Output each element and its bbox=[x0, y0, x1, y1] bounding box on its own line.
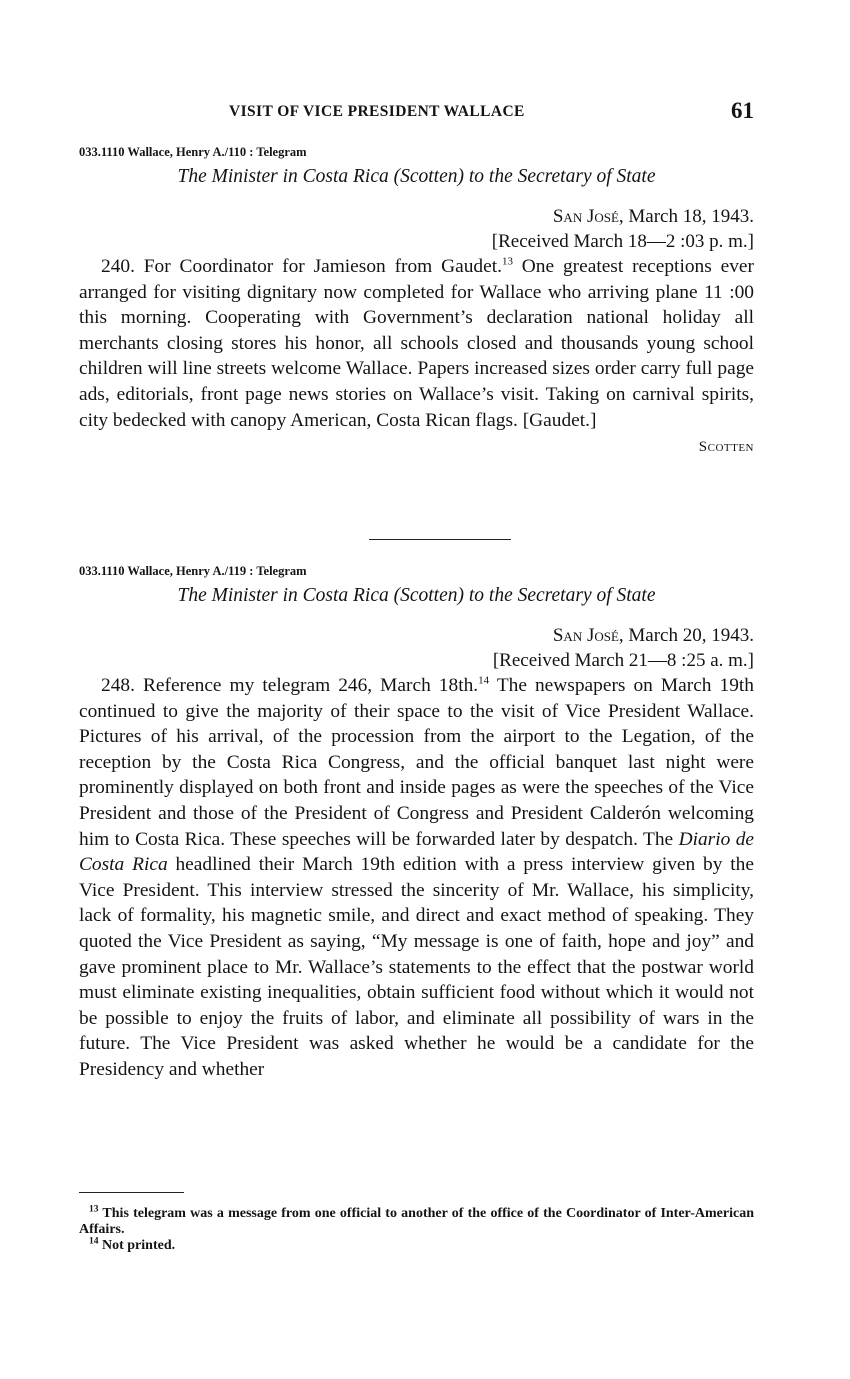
footnote-text: This telegram was a message from one official to another of the office of the Coordinator of Inter-American Affairs. bbox=[79, 1206, 754, 1237]
footnote-text: Not printed. bbox=[98, 1238, 176, 1253]
body-continuation: One greatest receptions ever arranged for visiting dignitary now completed for Wallace who arriving plane 11 :00 this morning. Cooperating with Government’s declaration national holiday all merchants closing stores his honor, all schools closed and thousands young school children will line streets welcome Wallace. Papers increased sizes order carry full page ads, editorials, front page news stories on Wallace’s visit. Taking on carnival spirits, city bedecked with canopy American, Costa Rican flags. [Gaudet.] bbox=[79, 256, 754, 431]
body-opening: 240. For Coordinator for Jamieson from Gaudet. bbox=[101, 256, 502, 277]
telegram-248 bbox=[79, 563, 754, 1083]
footnote-reference: 14 bbox=[478, 674, 490, 687]
dateline-date: , March 20, 1943. bbox=[618, 625, 754, 646]
dateline bbox=[79, 623, 754, 648]
footnote-mark: 14 bbox=[89, 1236, 99, 1247]
footnote-rule bbox=[79, 1192, 184, 1193]
running-title: VISIT OF VICE PRESIDENT WALLACE bbox=[229, 103, 525, 120]
document-title: The Minister in Costa Rica (Scotten) to the Secretary of State bbox=[177, 585, 656, 606]
footnote-13 bbox=[79, 1206, 754, 1238]
running-head bbox=[79, 98, 754, 128]
body-end: headlined their March 19th edition with a press interview given by the Vice President. This interview stressed the sincerity of Mr. Wallace, his simplicity, lack of formality, his magnetic smile, and direct and exact method of speaking. They quoted the Vice President as saying, “My message is one of faith, hope and joy” and gave prominent place to Mr. Wallace’s statements to the effect that the postwar world must eliminate existing inequalities, obtain sufficient food without which it would not be possible to enjoy the fruits of labor, and eliminate all possibility of wars in the future. The Vice President was asked whether he would be a candidate for the Presidency and whether bbox=[79, 854, 754, 1080]
dateline-place: San José bbox=[552, 625, 619, 646]
dateline-date: , March 18, 1943. bbox=[618, 206, 754, 227]
newspaper-name: Diario de Costa Rica bbox=[79, 828, 754, 876]
footnotes bbox=[79, 1206, 754, 1254]
dateline-place: San José bbox=[552, 206, 619, 227]
received-line: [Received March 18—2 :03 p. m.] bbox=[491, 231, 754, 252]
file-reference: 033.1110 Wallace, Henry A./110 : Telegram bbox=[79, 145, 307, 159]
signature: Scotten bbox=[698, 439, 754, 456]
telegram-body bbox=[79, 673, 754, 1083]
dateline bbox=[79, 204, 754, 229]
page-number: 61 bbox=[731, 98, 754, 123]
body-middle: The newspapers on March 19th continued to give the majority of their space to the visit of Vice President Wallace. Pictures of his arrival, of the procession from the airport to the Legation, of the reception by the Costa Rica Congress, and the official banquet last night were prominently displayed on both front and inside pages as were the speeches of the Vice President and those of the President of Congress and President Calderón welcoming him to Costa Rica. These speeches will be forwarded later by despatch. The bbox=[79, 675, 754, 850]
section-divider bbox=[369, 539, 511, 540]
footnote-mark: 13 bbox=[89, 1204, 99, 1215]
body-opening: 248. Reference my telegram 246, March 18th. bbox=[101, 675, 479, 696]
received-line: [Received March 21—8 :25 a. m.] bbox=[492, 650, 754, 671]
document-title: The Minister in Costa Rica (Scotten) to the Secretary of State bbox=[177, 166, 656, 187]
telegram-body bbox=[79, 254, 754, 433]
telegram-240 bbox=[79, 144, 754, 456]
footnote-14 bbox=[79, 1238, 754, 1254]
footnote-reference: 13 bbox=[501, 255, 513, 268]
file-reference: 033.1110 Wallace, Henry A./119 : Telegram bbox=[79, 564, 307, 578]
